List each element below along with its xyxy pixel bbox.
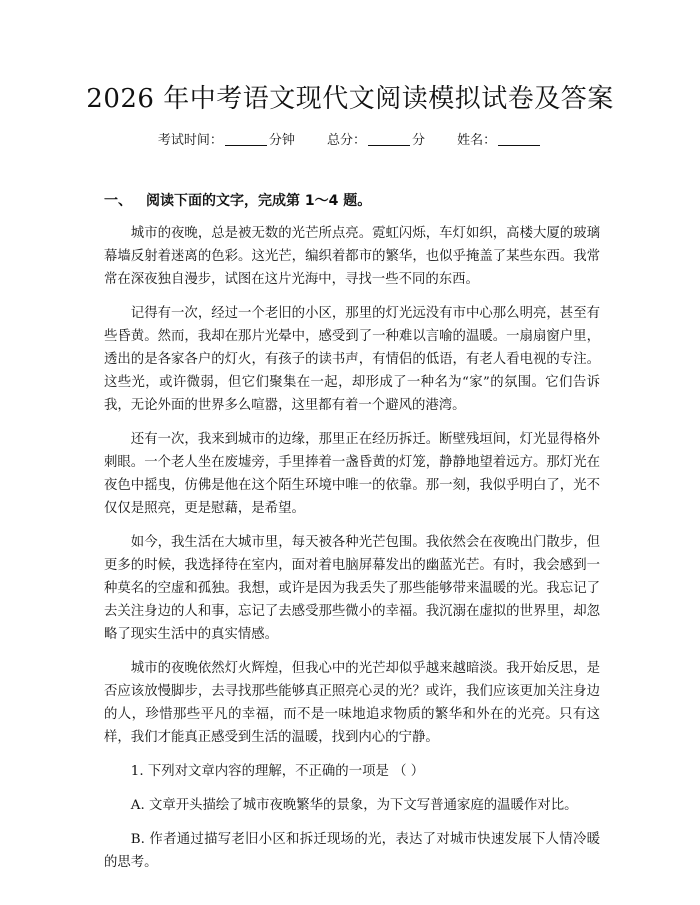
question-option-b: B. 作者通过描写老旧小区和拆迁现场的光，表达了对城市快速发展下人情冷暖的思考。 — [104, 832, 600, 870]
page-title: 2026 年中考语文现代文阅读模拟试卷及答案 — [86, 84, 614, 114]
section-number: 一、 — [104, 193, 132, 209]
name-label: 姓名： — [457, 133, 497, 148]
name-field — [457, 131, 542, 151]
exam-meta — [0, 131, 700, 151]
score-field — [327, 131, 425, 151]
score-unit: 分 — [412, 133, 426, 148]
reading-passage — [104, 222, 600, 885]
name-blank[interactable] — [498, 131, 540, 146]
time-unit: 分钟 — [268, 133, 295, 148]
score-label: 总分： — [326, 133, 366, 148]
section-instruction: 阅读下面的文字，完成第 1～4 题。 — [146, 193, 372, 209]
question-option-a: A. 文章开头描绘了城市夜晚繁华的景象，为下文写普通家庭的温暖作对比。 — [130, 798, 578, 813]
passage-paragraph: 城市的夜晚依然灯火辉煌，但我心中的光芒却似乎越来越暗淡。我开始反思，是否应该放慢脚步，去寻找那些能够真正照亮心灵的光？或许，我们应该更加关注身边的人，珍惜那些平凡的幸福，而不是一味地追求物质的繁华和外在的光亮。只有这样，我们才能真正感受到生活的温暖，找到内心的宁静。 — [104, 661, 600, 745]
passage-paragraph: 还有一次，我来到城市的边缘，那里正在经历拆迁。断壁残垣间，灯光显得格外刺眼。一个老人坐在废墟旁，手里捧着一盏昏黄的灯笼，静静地望着远方。那灯光在夜色中摇曳，仿佛是他在这个陌生环境中唯一的依靠。那一刻，我似乎明白了，光不仅仅是照亮，更是慰藉，是希望。 — [104, 432, 600, 516]
time-blank[interactable] — [225, 131, 267, 146]
passage-paragraph: 城市的夜晚，总是被无数的光芒所点亮。霓虹闪烁，车灯如织，高楼大厦的玻璃幕墙反射着迷离的色彩。这光芒，编织着都市的繁华，也似乎掩盖了某些东西。我常常在深夜独自漫步，试图在这片光海中，寻找一些不同的东西。 — [104, 226, 600, 287]
passage-paragraph: 如今，我生活在大城市里，每天被各种光芒包围。我依然会在夜晚出门散步，但更多的时候，我选择待在室内，面对着电脑屏幕发出的幽蓝光芒。有时，我会感到一种莫名的空虚和孤独。我想，或许是因为我丢失了那些能够带来温暖的光。我忘记了去关注身边的人和事，忘记了去感受那些微小的幸福。我沉溺在虚拟的世界里，却忽略了现实生活中的真实情感。 — [104, 535, 600, 642]
time-field — [158, 131, 295, 151]
question-1: 1. 下列对文章内容的理解，不正确的一项是 （ ） — [130, 764, 425, 779]
passage-paragraph: 记得有一次，经过一个老旧的小区，那里的灯光远没有市中心那么明亮，甚至有些昏黄。然而，我却在那片光晕中，感受到了一种难以言喻的温暖。一扇扇窗户里，透出的是各家各户的灯火，有孩子的读书声，有情侣的低语，有老人看电视的专注。这些光，或许微弱，但它们聚集在一起，却形成了一种名为“家”的氛围。它们告诉我，无论外面的世界多么喧嚣，这里都有着一个避风的港湾。 — [104, 306, 600, 413]
time-label: 考试时间： — [157, 133, 223, 148]
section-heading — [104, 191, 371, 211]
score-blank[interactable] — [368, 131, 410, 146]
